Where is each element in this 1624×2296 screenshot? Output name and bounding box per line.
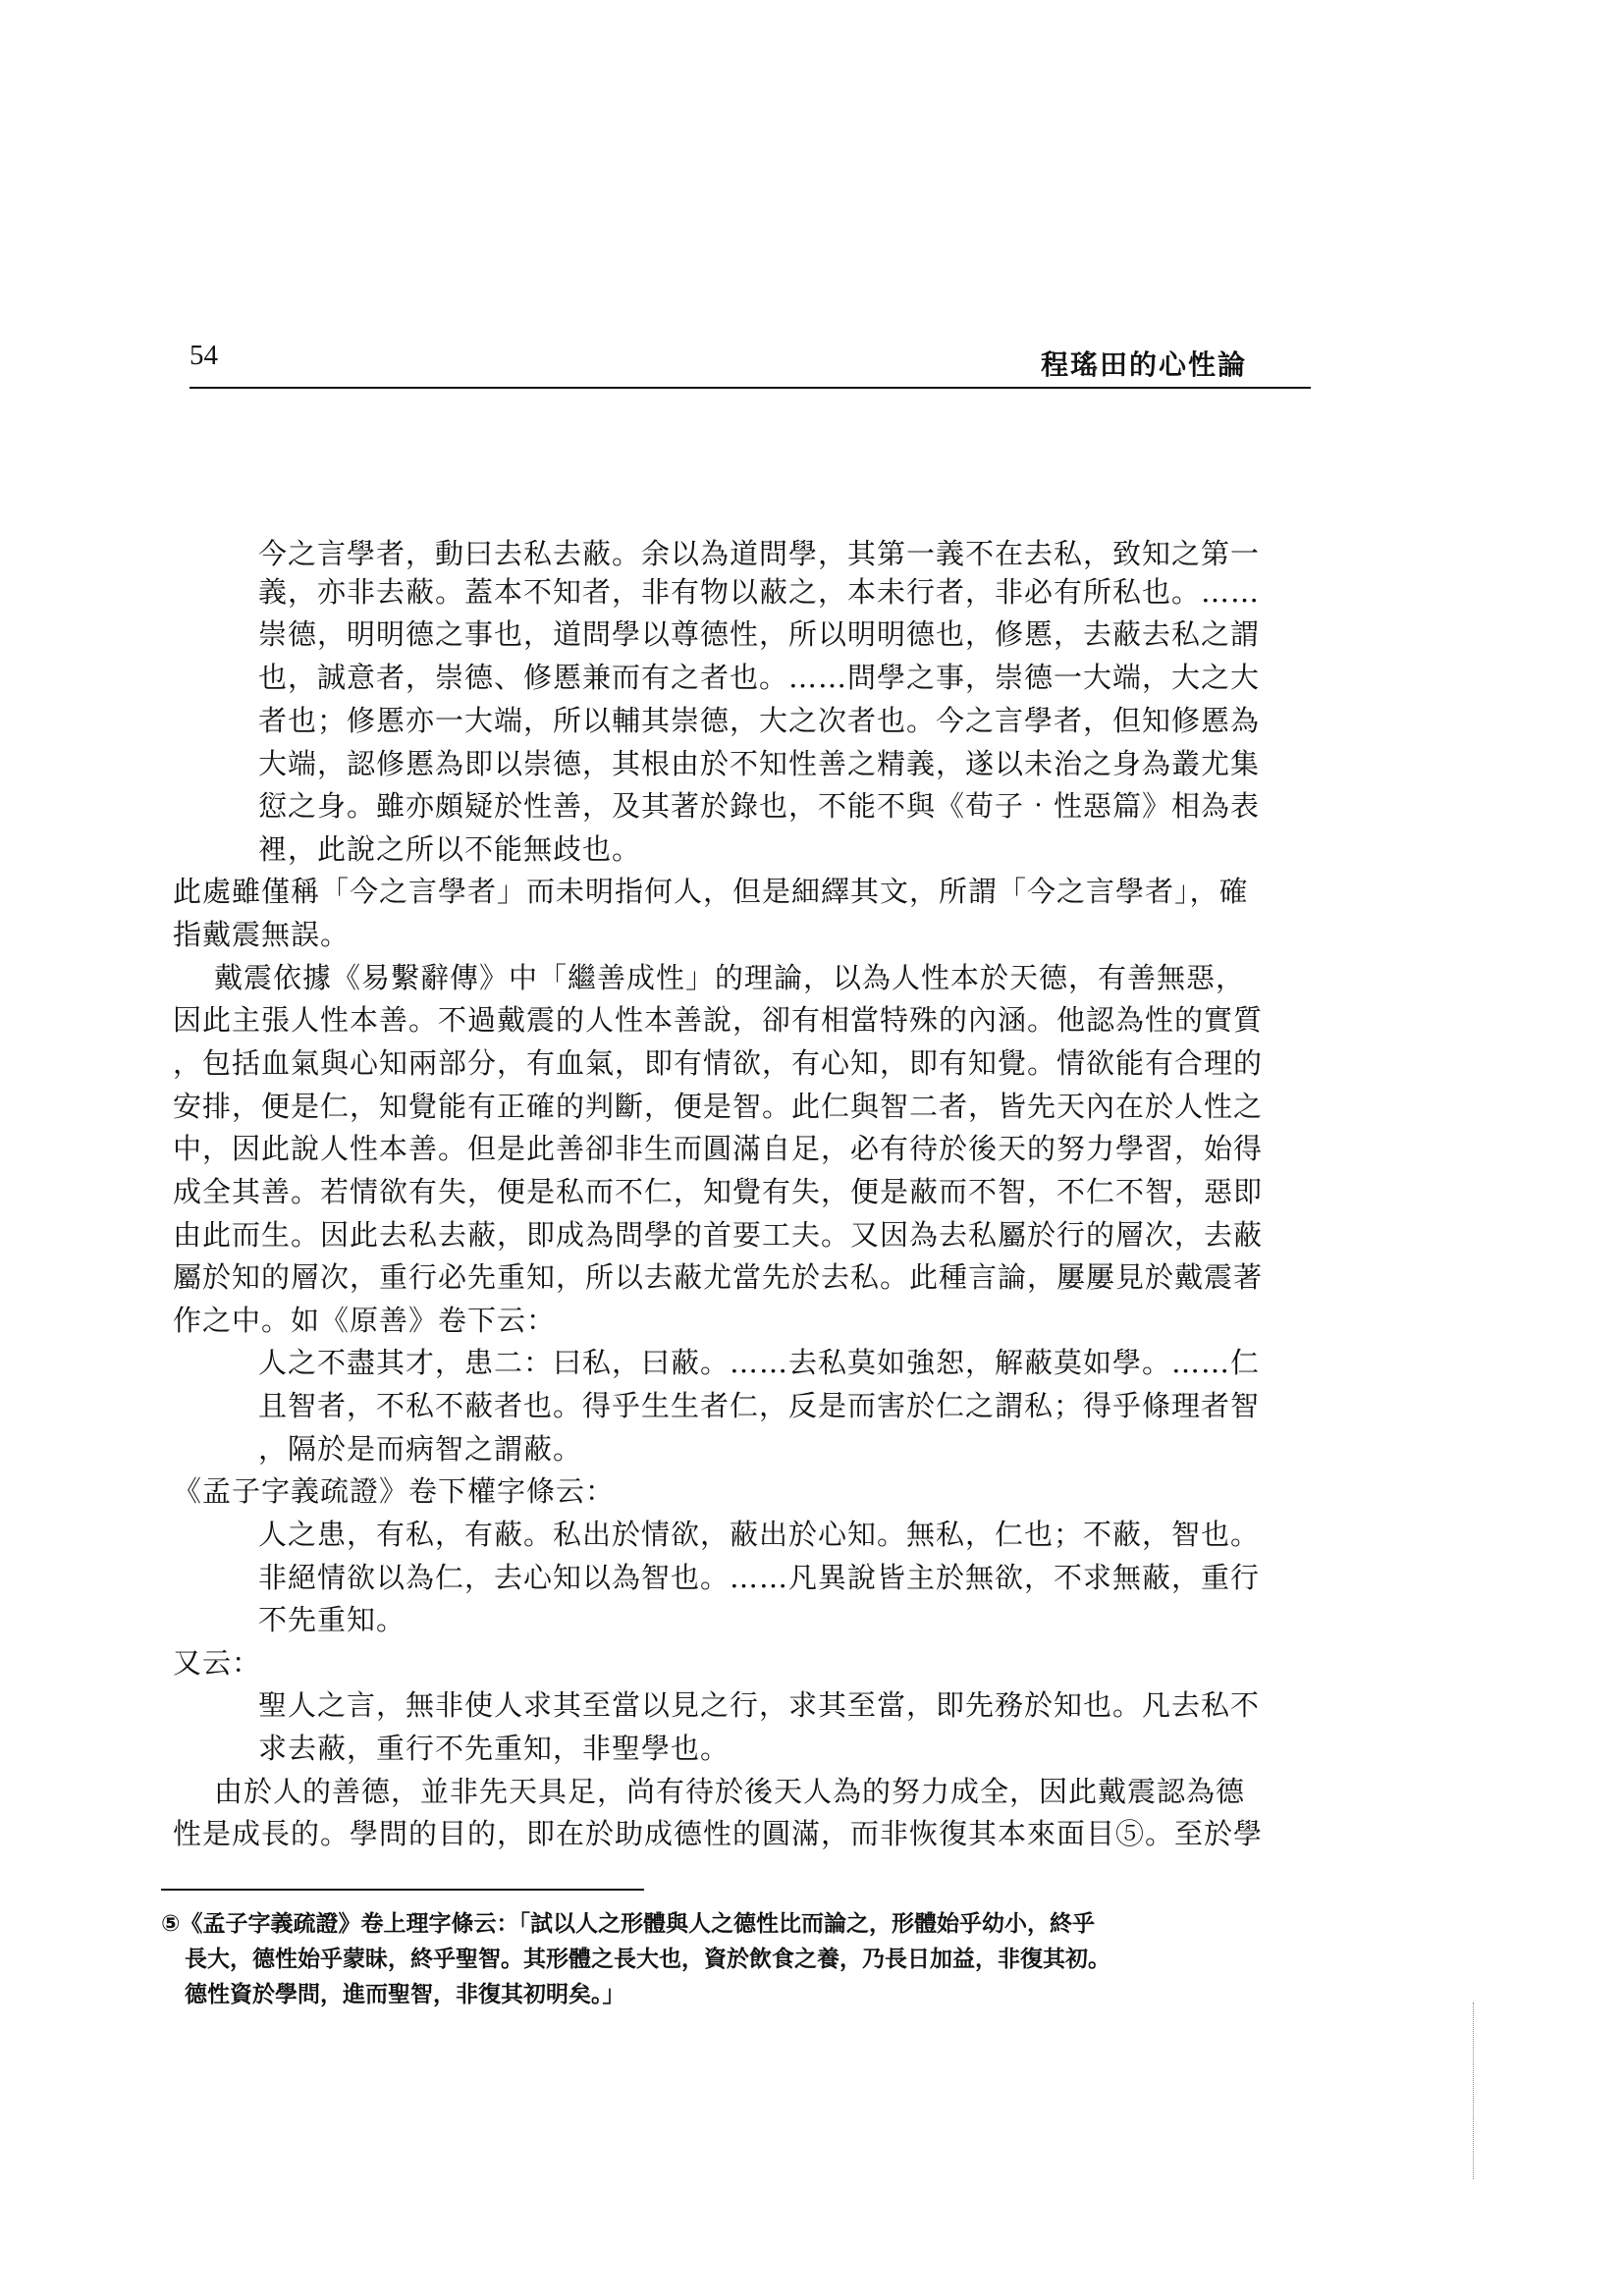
quote-line: 崇德，明明德之事也，道問學以尊德性，所以明明德也，修慝，去蔽去私之謂 — [258, 617, 1261, 651]
paragraph-line: 指戴震無誤。 — [173, 918, 351, 951]
paragraph-line: ，包括血氣與心知兩部分，有血氣，即有情欲，有心知，即有知覺。情欲能有合理的 — [173, 1046, 1264, 1080]
header-rule — [189, 387, 1311, 389]
footnote-rule — [161, 1889, 644, 1891]
quote-line: 今之言學者，動曰去私去蔽。余以為道問學，其第一義不在去私，致知之第一 — [258, 537, 1261, 570]
paragraph-line: 中，因此說人性本善。但是此善卻非生而圓滿自足，必有待於後天的努力學習，始得 — [173, 1132, 1264, 1165]
quote-line: 聖人之言，無非使人求其至當以見之行，求其至當，即先務於知也。凡去私不 — [258, 1688, 1261, 1722]
quote-line: 也，誠意者，崇德、修慝兼而有之者也。……問學之事，崇德一大端，大之大 — [258, 661, 1261, 694]
quote-line: 愆之身。雖亦頗疑於性善，及其著於錄也，不能不與《荀子‧性惡篇》相為表 — [258, 789, 1261, 823]
paragraph-line: 作之中。如《原善》卷下云： — [173, 1304, 557, 1337]
paragraph-line: 屬於知的層次，重行必先重知，所以去蔽尤當先於去私。此種言論，屢屢見於戴震著 — [173, 1260, 1264, 1294]
quote-line: 者也；修慝亦一大端，所以輔其崇德，大之次者也。今之言學者，但知修慝為 — [258, 704, 1261, 737]
quote-line: 裡，此說之所以不能無歧也。 — [258, 832, 642, 866]
paragraph-line: 又云： — [173, 1646, 262, 1680]
footnote-line: ⑤《孟子字義疏證》卷上理字條云：「試以人之形體與人之德性比而論之，形體始乎幼小，終乎 — [161, 1911, 1095, 1937]
paragraph-line: 由此而生。因此去私去蔽，即成為問學的首要工夫。又因為去私屬於行的層次，去蔽 — [173, 1218, 1264, 1252]
quote-line: 求去蔽，重行不先重知，非聖學也。 — [258, 1732, 731, 1765]
footnote-line: 長大，德性始乎蒙昧，終乎聖智。其形體之長大也，資於飲食之養，乃長日加益，非復其初。 — [185, 1947, 1110, 1972]
paragraph-line: 此處雖僅稱「今之言學者」而未明指何人，但是細繹其文，所謂「今之言學者」，確 — [173, 875, 1249, 908]
quote-line: 人之患，有私，有蔽。私出於情欲，蔽出於心知。無私，仁也；不蔽，智也。 — [258, 1518, 1261, 1551]
paragraph-line: 《孟子字義疏證》卷下權字條云： — [173, 1474, 616, 1508]
paragraph-line: 成全其善。若情欲有失，便是私而不仁，知覺有失，便是蔽而不智，不仁不智，惡即 — [173, 1175, 1264, 1208]
quote-line: 且智者，不私不蔽者也。得乎生生者仁，反是而害於仁之謂私；得乎條理者智 — [258, 1389, 1261, 1422]
paragraph-line: 性是成長的。學問的目的，即在於助成德性的圓滿，而非恢復其本來面目⑤。至於學 — [173, 1817, 1264, 1850]
quote-line: 人之不盡其才，患二：曰私，曰蔽。……去私莫如強恕，解蔽莫如學。……仁 — [258, 1346, 1261, 1379]
page-number: 54 — [189, 340, 218, 371]
scan-edge-mark — [1473, 2002, 1474, 2179]
paragraph-line: 戴震依據《易繫辭傳》中「繼善成性」的理論，以為人性本於天德，有善無惡， — [214, 961, 1246, 994]
paragraph-line: 因此主張人性本善。不過戴震的人性本善說，卻有相當特殊的內涵。他認為性的實質 — [173, 1003, 1264, 1037]
paragraph-line: 安排，便是仁，知覺能有正確的判斷，便是智。此仁與智二者，皆先天內在於人性之 — [173, 1090, 1264, 1123]
running-title: 程瑤田的心性論 — [1041, 348, 1248, 381]
quote-line: ，隔於是而病智之謂蔽。 — [258, 1432, 583, 1466]
footnote-line: 德性資於學問，進而聖智，非復其初明矣。」 — [185, 1982, 625, 2007]
quote-line: 非絕情欲以為仁，去心知以為智也。……凡異說皆主於無欲，不求無蔽，重行 — [258, 1561, 1261, 1594]
paragraph-line: 由於人的善德，並非先天具足，尚有待於後天人為的努力成全，因此戴震認為德 — [214, 1775, 1246, 1808]
quote-line: 義，亦非去蔽。蓋本不知者，非有物以蔽之，本未行者，非必有所私也。…… — [258, 575, 1261, 609]
quote-line: 不先重知。 — [258, 1603, 406, 1636]
quote-line: 大端，認修慝為即以崇德，其根由於不知性善之精義，遂以未治之身為叢尤集 — [258, 747, 1261, 780]
